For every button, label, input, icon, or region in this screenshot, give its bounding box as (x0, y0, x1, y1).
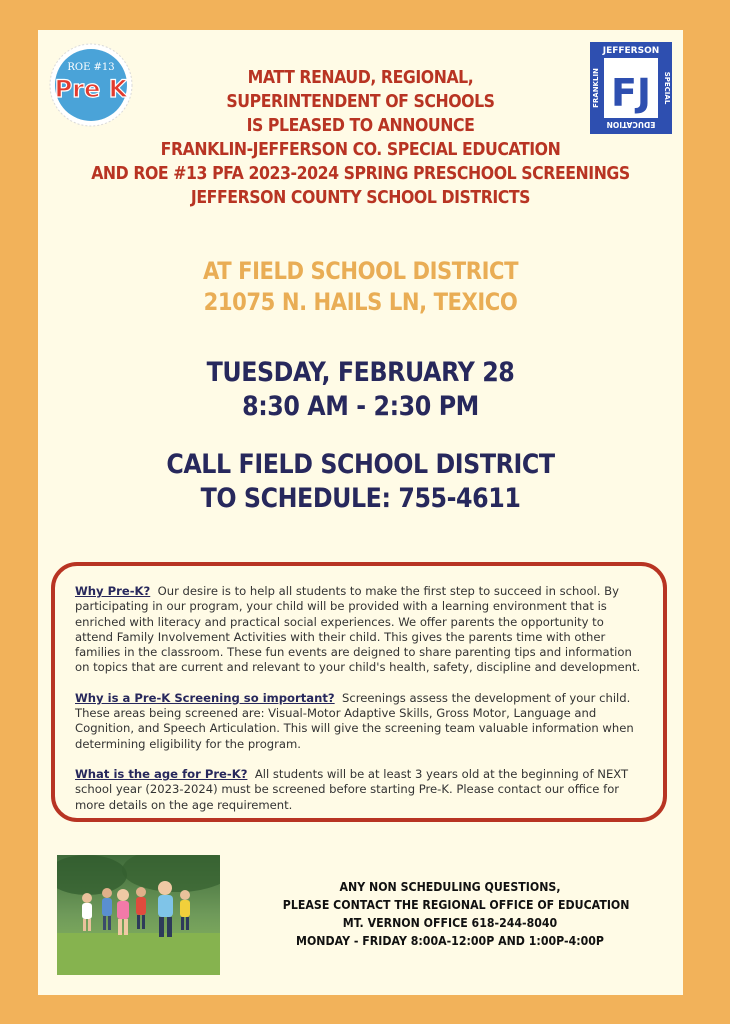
contact-line: MT. VERNON OFFICE 618-244-8040 (342, 915, 558, 930)
contact-line: MONDAY - FRIDAY 8:00A-12:00P AND 1:00P-4:00P (296, 933, 604, 948)
event-time: 8:30 AM - 2:30 PM (242, 391, 479, 422)
header-line: AND ROE #13 PFA 2023-2024 SPRING PRESCHOOL SCREENINGS (91, 164, 630, 184)
location-name: AT FIELD SCHOOL DISTRICT (202, 257, 519, 285)
flyer (38, 30, 683, 995)
location-address: 21075 N. HAILS LN, TEXICO (203, 288, 518, 316)
svg-text:FJ: FJ (610, 71, 652, 115)
info-question: What is the age for Pre-K? (75, 766, 248, 781)
announcement-header (70, 66, 651, 210)
header-line: FRANKLIN-JEFFERSON CO. SPECIAL EDUCATION (160, 140, 561, 160)
svg-text:JEFFERSON: JEFFERSON (602, 46, 660, 56)
svg-text:FRANKLIN: FRANKLIN (592, 68, 600, 108)
location (77, 256, 645, 318)
header-line: JEFFERSON COUNTY SCHOOL DISTRICTS (190, 188, 531, 208)
info-paragraph (75, 691, 645, 752)
contact-line: PLEASE CONTACT THE REGIONAL OFFICE OF EDUCATION (282, 897, 630, 912)
call-phone: TO SCHEDULE: 755-4611 (200, 483, 521, 514)
svg-text:SPECIAL: SPECIAL (663, 71, 671, 105)
header-line: SUPERINTENDENT OF SCHOOLS (226, 92, 495, 112)
header-line: MATT RENAUD, REGIONAL, (247, 68, 474, 88)
call-line: CALL FIELD SCHOOL DISTRICT (166, 449, 555, 480)
info-answer: All students will be at least 3 years old at the beginning of NEXT school year (2023-2024) must be screened before starting Pre-K. Please contact our office for more details on the age requirement. (75, 766, 629, 812)
info-answer: Our desire is to help all students to make the first step to succeed in school. By participating in our program, your child will be provided with a learning environment that is enriched with literacy and practical social experiences. We offer parents the opportunity to attend Family Involvement Activities with their child. This gives the parents time with other families in the classroom. These fun events are deigned to share parenting tips and information on topics that are current and relevant to your child's health, safety, discipline and development. (75, 584, 641, 675)
info-paragraph (75, 584, 645, 676)
event-date (77, 356, 645, 424)
event-day: TUESDAY, FEBRUARY 28 (206, 357, 515, 388)
svg-text:ROE #13: ROE #13 (67, 62, 115, 73)
info-question: Why Pre-K? (75, 584, 151, 598)
svg-text:Pre K: Pre K (54, 75, 128, 103)
info-paragraph (75, 767, 645, 813)
header-line: IS PLEASED TO ANNOUNCE (246, 116, 475, 136)
contact-info (282, 878, 630, 950)
info-question: Why is a Pre-K Screening so important? (75, 690, 335, 705)
call-to-schedule (77, 448, 645, 516)
info-answer: Screenings assess the development of your child. These areas being screened are: Visual-Motor Adaptive Skills, Gross Motor, Language and Cognition, and Speech Articulation. This will give the screening team valuable information when determining eligibility for the program. (75, 690, 634, 751)
svg-text:EDUCATION: EDUCATION (606, 120, 656, 129)
contact-line: ANY NON SCHEDULING QUESTIONS, (339, 879, 561, 894)
info-box (51, 562, 667, 822)
children-running-photo (57, 855, 220, 975)
